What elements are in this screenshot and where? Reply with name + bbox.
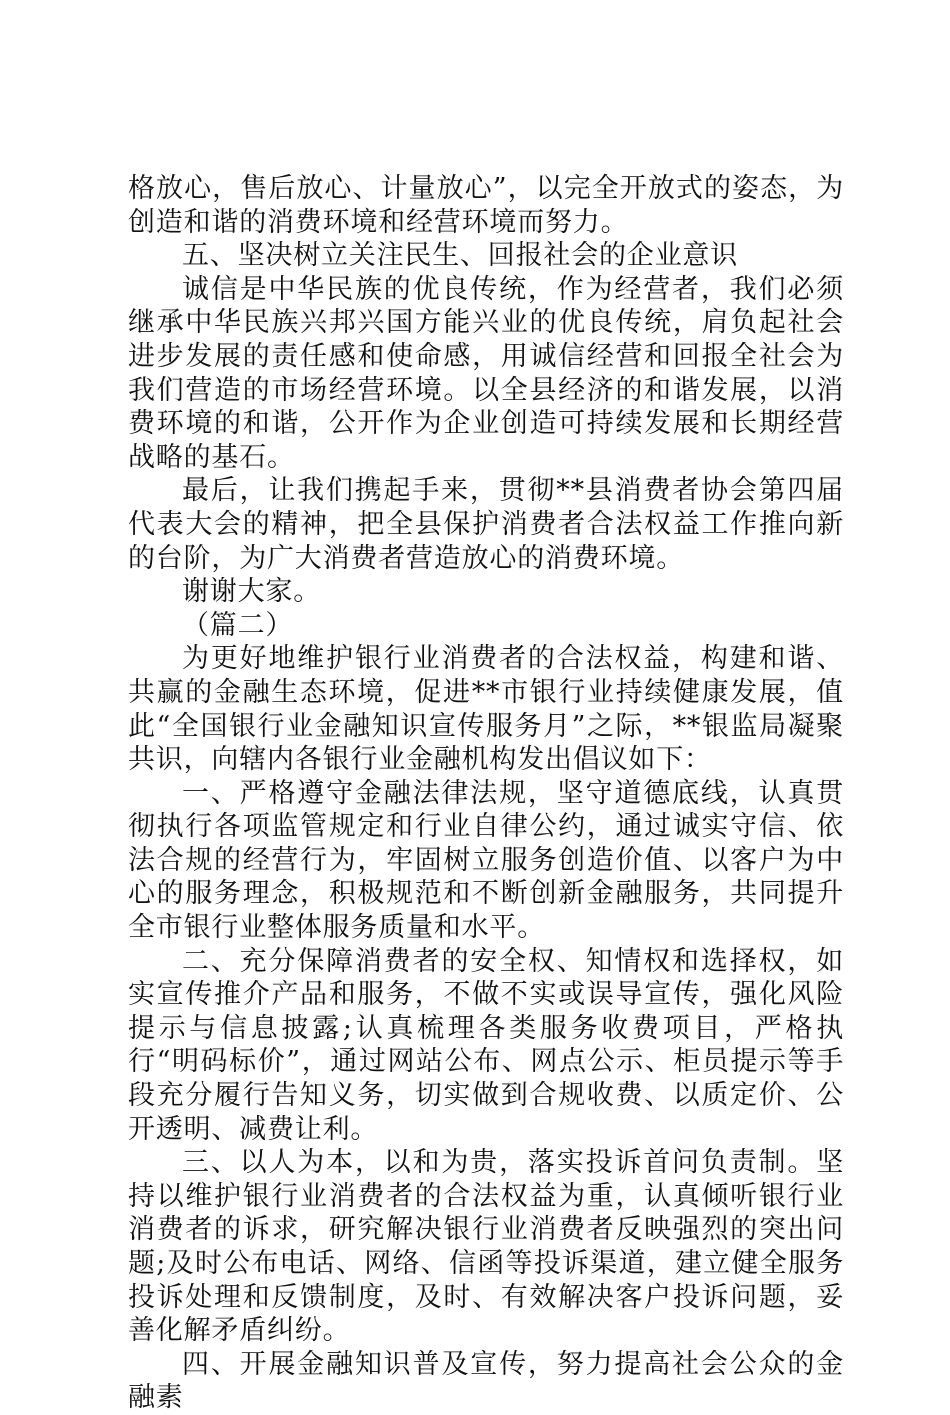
paragraph-integrity: 诚信是中华民族的优良传统，作为经营者，我们必须继承中华民族兴邦兴国方能兴业的优良传统，肩负起社会进步发展的责任感和使命感，用诚信经营和回报全社会为我们营造的市场经营环境。以全县经济的和谐发展，以消费环境的和谐，公开作为企业创造可持续发展和长期经营战略的基石。 (128, 273, 844, 473)
paragraph-1: 格放心，售后放心、计量放心”，以完全开放式的姿态，为创造和谐的消费环境和经营环境而努力。 (128, 173, 844, 238)
paragraph-item-four: 四、开展金融知识普及宣传，努力提高社会公众的金融素 (128, 1348, 844, 1414)
paragraph-item-two: 二、充分保障消费者的安全权、知情权和选择权，如实宣传推介产品和服务，不做不实或误导宣传，强化风险提示与信息披露;认真梳理各类服务收费项目，严格执行“明码标价”，通过网站公布、网点公示、柜员提示等手段充分履行告知义务，切实做到合规收费、以质定价、公开透明、减费让利。 (128, 945, 844, 1145)
paragraph-thanks: 谢谢大家。 (182, 576, 321, 608)
part-two-heading: （篇二） (182, 609, 294, 641)
paragraph-item-three: 三、以人为本，以和为贵，落实投诉首问负责制。坚持以维护银行业消费者的合法权益为重，认真倾听银行业消费者的诉求，研究解决银行业消费者反映强烈的突出问题;及时公布电话、网络、信函等投诉渠道，建立健全服务投诉处理和反馈制度，及时、有效解决客户投诉问题，妥善化解矛盾纠纷。 (128, 1147, 844, 1347)
document-body (128, 172, 844, 1415)
paragraph-item-one: 一、严格遵守金融法律法规，坚守道德底线，认真贯彻执行各项监管规定和行业自律公约，通过诚实守信、依法合规的经营行为，牢固树立服务创造价值、以客户为中心的服务理念，积极规范和不断创新金融服务，共同提升全市银行业整体服务质量和水平。 (128, 777, 844, 944)
paragraph-initiative-intro: 为更好地维护银行业消费者的合法权益，构建和谐、共赢的金融生态环境，促进**市银行业持续健康发展，值此“全国银行业金融知识宣传服务月”之际，**银监局凝聚共识，向辖内各银行业金融机构发出倡议如下： (128, 643, 844, 776)
section-heading-five: 五、坚决树立关注民生、回报社会的企业意识 (182, 240, 738, 272)
paragraph-closing: 最后，让我们携起手来，贯彻**县消费者协会第四届代表大会的精神，把全县保护消费者合法权益工作推向新的台阶，为广大消费者营造放心的消费环境。 (128, 475, 844, 574)
